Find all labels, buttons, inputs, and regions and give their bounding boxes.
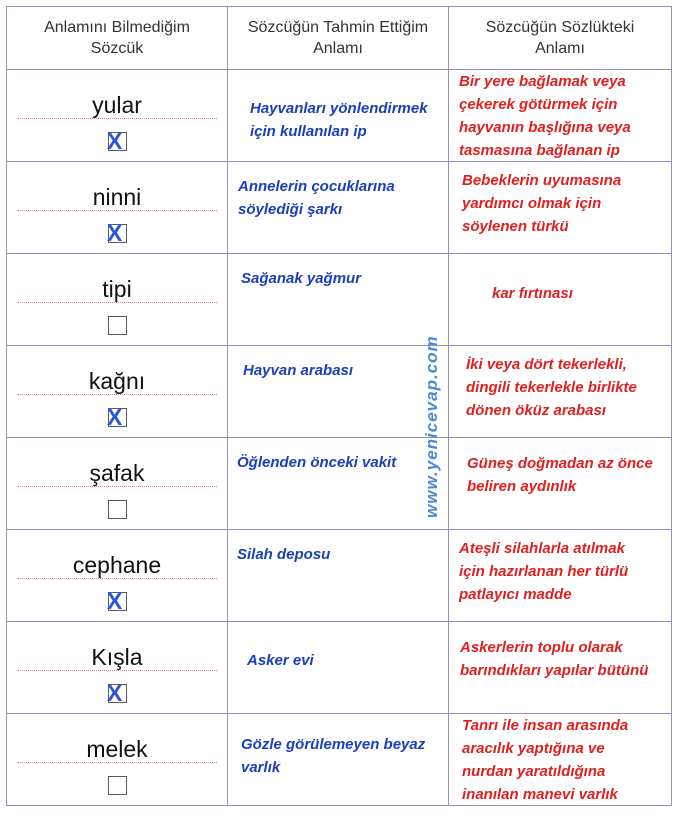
guess-cell [228,438,449,530]
guessed-meaning [238,175,395,221]
unknown-word: ninni [92,184,142,210]
dict-line: dingili tekerlekle birlikte [466,379,637,396]
guess-line: Gözle görülemeyen beyaz [241,736,426,753]
table-row [7,438,672,530]
x-mark-icon: X [107,128,123,154]
checkbox[interactable] [108,316,127,335]
guessed-meaning [247,649,314,672]
dict-line: için hazırlanan her türlü [459,563,629,580]
x-mark-icon: X [107,404,123,430]
dict-line: hayvanın başlığına veya [459,119,631,136]
word-cell [7,70,228,162]
header-line: Sözcüğün Tahmin Ettiğim [247,19,429,36]
dictionary-cell [449,70,672,162]
guess-line: Öğlenden önceki vakit [237,454,397,471]
header-line: Anlamı [313,40,363,57]
header-unknown-word [7,7,228,70]
guess-line: varlık [241,759,281,776]
dictionary-meaning [466,353,637,422]
dictionary-meaning [460,636,648,682]
dict-line: tasmasına bağlanan ip [459,142,620,159]
unknown-word: tipi [102,276,132,302]
table-row [7,254,672,346]
guess-line: Annelerin çocuklarına [238,178,395,195]
checkbox[interactable] [107,128,127,154]
guess-cell [228,162,449,254]
dict-line: kar fırtınası [492,285,573,302]
dictionary-meaning [459,70,631,162]
word-cell [7,438,228,530]
dict-line: söylenen türkü [462,218,569,235]
dictionary-cell [449,438,672,530]
dict-line: Tanrı ile insan arasında [462,717,629,734]
dictionary-cell [449,254,672,346]
header-dictionary-meaning [449,7,672,70]
word-cell [7,622,228,714]
guess-line: için kullanılan ip [250,123,367,140]
header-row [7,7,672,70]
guess-line: Hayvanları yönlendirmek [250,100,428,117]
dict-line: yardımcı olmak için [462,195,602,212]
word-cell [7,714,228,806]
word-cell [7,530,228,622]
unknown-word: Kışla [91,644,143,670]
guess-line: Hayvan arabası [243,362,354,379]
dictionary-meaning [467,452,653,498]
header-line: Anlamını Bilmediğim [44,19,190,36]
dict-line: Bir yere bağlamak veya [459,73,626,90]
guessed-meaning [241,267,361,290]
dict-line: İki veya dört tekerlekli, [466,356,627,373]
dict-line: Güneş doğmadan az önce [467,455,653,472]
dict-line: Askerlerin toplu olarak [460,639,623,656]
table-row [7,346,672,438]
header-line: Anlamı [535,40,585,57]
vocabulary-table [6,6,672,806]
guessed-meaning [250,97,428,143]
guess-cell [228,346,449,438]
dictionary-meaning [462,169,621,238]
table-row [7,622,672,714]
dict-line: çekerek götürmek için [459,96,618,113]
dictionary-cell [449,162,672,254]
dictionary-cell [449,714,672,806]
x-mark-icon: X [107,680,123,706]
unknown-word: şafak [89,460,145,486]
dict-line: dönen öküz arabası [466,402,607,419]
watermark-text: www.yenicevap.com [422,335,441,518]
dictionary-cell [449,622,672,714]
guess-cell [228,714,449,806]
header-line: Sözcük [90,40,144,57]
guess-cell [228,70,449,162]
dictionary-meaning [492,282,573,305]
guess-line: Sağanak yağmur [241,270,362,287]
dictionary-meaning [462,714,628,806]
table-row [7,530,672,622]
checkbox[interactable] [107,404,127,430]
dict-line: Ateşli silahlarla atılmak [459,540,625,557]
dict-line: nurdan yaratıldığına [462,763,606,780]
header-guessed-meaning [228,7,449,70]
checkbox[interactable] [107,588,127,614]
unknown-word: kağnı [88,368,146,394]
guess-cell [228,254,449,346]
guessed-meaning [241,733,425,779]
guess-line: Silah deposu [237,546,331,563]
table-row [7,162,672,254]
header-line: Sözcüğün Sözlükteki [485,19,635,36]
checkbox[interactable] [108,776,127,795]
table-row [7,70,672,162]
checkbox[interactable] [108,500,127,519]
guess-cell [228,530,449,622]
guess-line: söylediği şarkı [238,201,343,218]
dict-line: barındıkları yapılar bütünü [460,662,649,679]
guessed-meaning [237,451,396,474]
unknown-word: yular [92,92,142,118]
word-cell [7,346,228,438]
table-row [7,714,672,806]
dict-line: inanılan manevi varlık [462,786,618,803]
unknown-word: cephane [72,552,162,578]
checkbox[interactable] [107,680,127,706]
x-mark-icon: X [107,588,123,614]
dictionary-meaning [459,537,628,606]
guessed-meaning [237,543,330,566]
dictionary-cell [449,346,672,438]
dict-line: patlayıcı madde [459,586,572,603]
checkbox[interactable] [107,220,127,246]
guessed-meaning [243,359,353,382]
guess-line: Asker evi [247,652,314,669]
x-mark-icon: X [107,220,123,246]
dictionary-cell [449,530,672,622]
unknown-word: melek [86,736,148,762]
dict-line: aracılık yaptığına ve [462,740,605,757]
guess-cell [228,622,449,714]
dict-line: beliren aydınlık [467,478,577,495]
word-cell [7,162,228,254]
dict-line: Bebeklerin uyumasına [462,172,622,189]
word-cell [7,254,228,346]
